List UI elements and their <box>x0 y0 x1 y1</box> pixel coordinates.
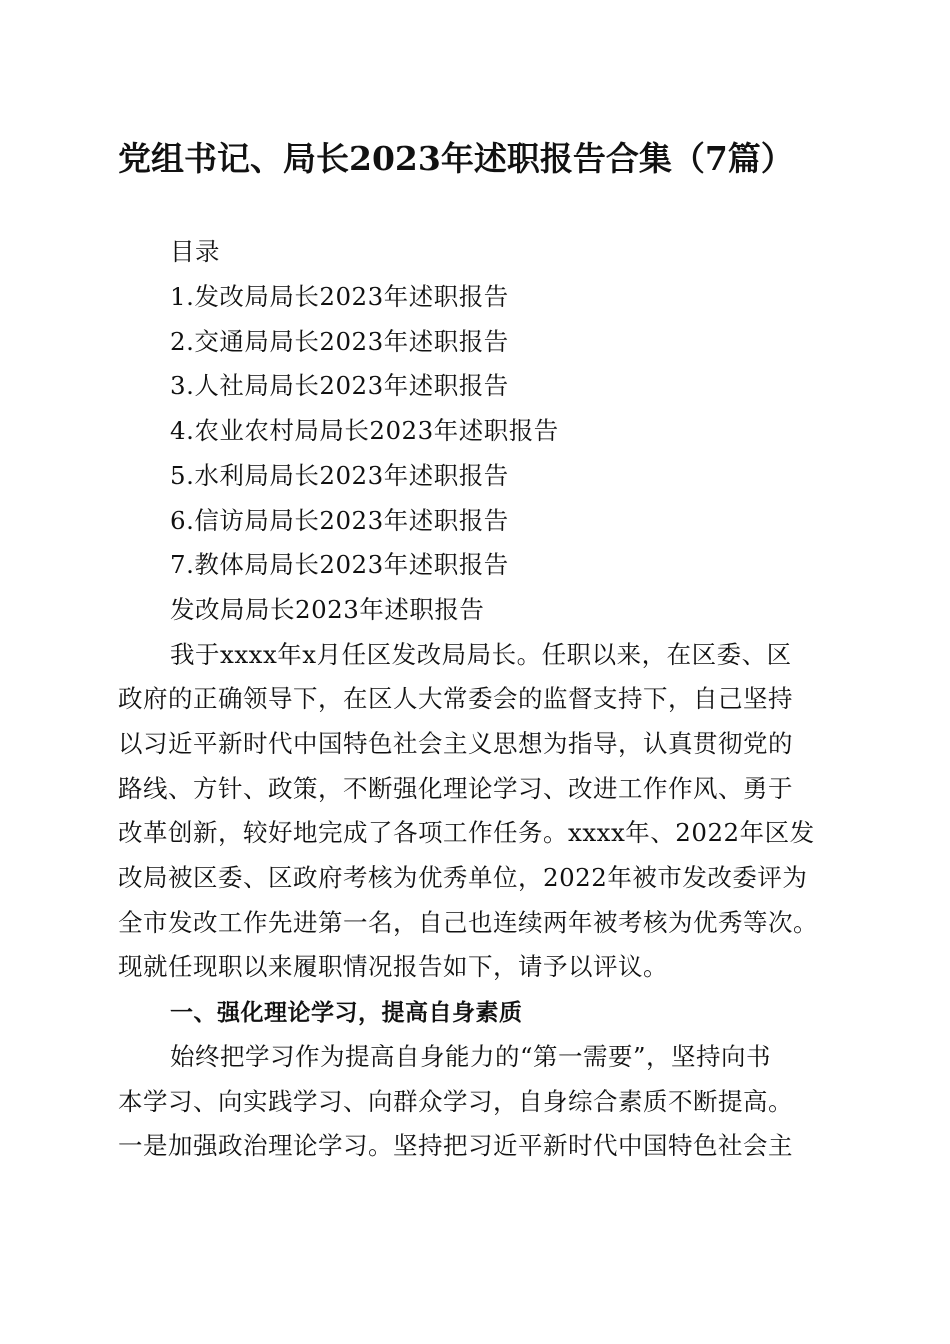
document-title: 党组书记、局长2023年述职报告合集（7篇） <box>118 139 794 178</box>
paragraph-line: 我于xxxx年x月任区发改局局长。任职以来，在区委、区 <box>170 640 792 669</box>
paragraph-line: 始终把学习作为提高自身能力的“第一需要”，坚持向书 <box>170 1042 772 1071</box>
toc-item: 2.交通局局长2023年述职报告 <box>170 327 509 356</box>
section-heading: 一、强化理论学习，提高自身素质 <box>170 1000 523 1026</box>
section-title: 发改局局长2023年述职报告 <box>170 595 485 624</box>
toc-item: 5.水利局局长2023年述职报告 <box>170 461 509 490</box>
paragraph-line: 改局被区委、区政府考核为优秀单位，2022年被市发改委评为 <box>118 863 808 892</box>
paragraph-line: 本学习、向实践学习、向群众学习，自身综合素质不断提高。 <box>118 1087 793 1116</box>
toc-item: 4.农业农村局局长2023年述职报告 <box>170 416 559 445</box>
paragraph-line: 全市发改工作先进第一名，自己也连续两年被考核为优秀等次。 <box>118 908 818 937</box>
paragraph-line: 现就任现职以来履职情况报告如下，请予以评议。 <box>118 952 668 981</box>
paragraph-line: 路线、方针、政策，不断强化理论学习、改进工作作风、勇于 <box>118 774 793 803</box>
toc-item: 3.人社局局长2023年述职报告 <box>170 371 509 400</box>
paragraph-line: 改革创新，较好地完成了各项工作任务。xxxx年、2022年区发 <box>118 818 815 847</box>
toc-item: 7.教体局局长2023年述职报告 <box>170 550 509 579</box>
toc-item: 1.发改局局长2023年述职报告 <box>170 282 509 311</box>
toc-item: 6.信访局局长2023年述职报告 <box>170 506 509 535</box>
paragraph-line: 政府的正确领导下，在区人大常委会的监督支持下，自己坚持 <box>118 684 793 713</box>
paragraph-line: 以习近平新时代中国特色社会主义思想为指导，认真贯彻党的 <box>118 729 793 758</box>
toc-heading: 目录 <box>170 237 220 266</box>
paragraph-line: 一是加强政治理论学习。坚持把习近平新时代中国特色社会主 <box>118 1131 793 1160</box>
